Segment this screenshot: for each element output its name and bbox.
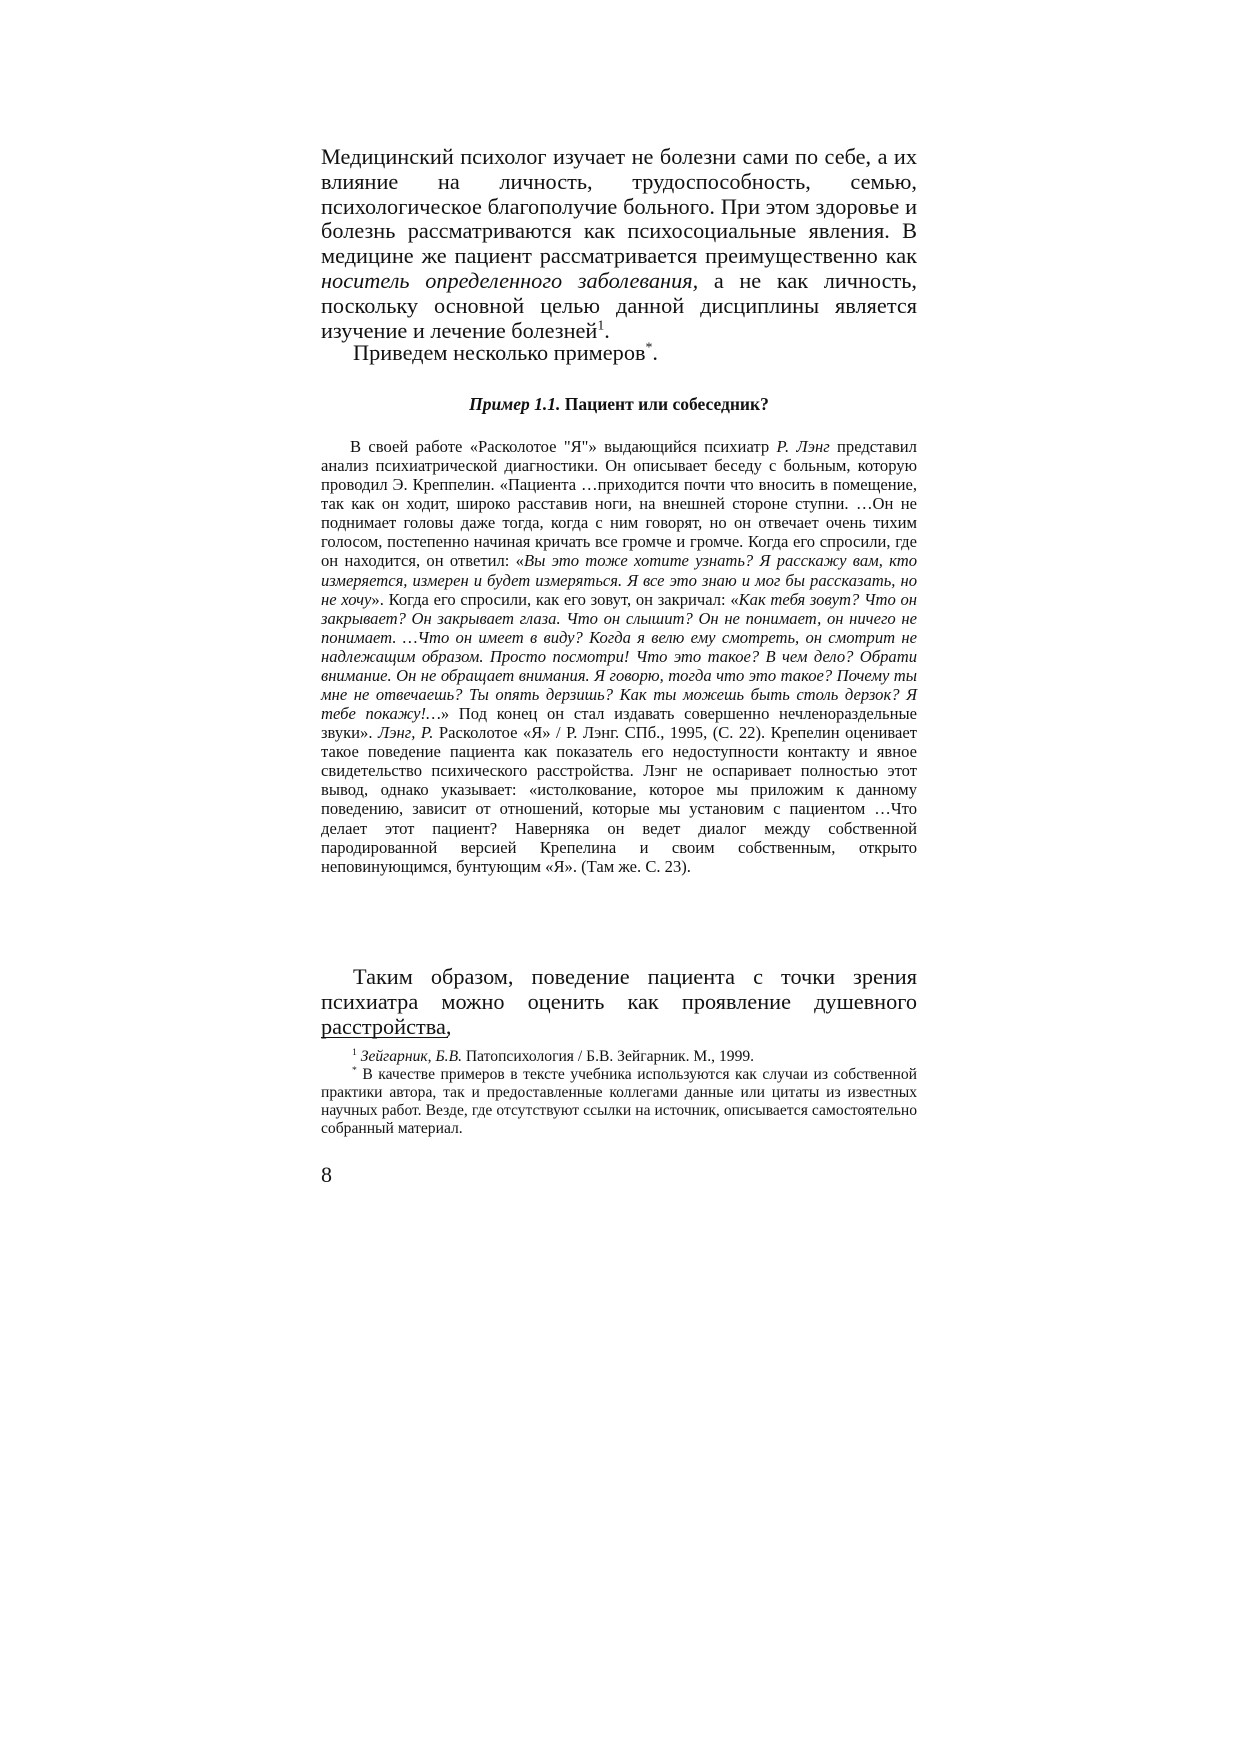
examples-intro-text: Приведем несколько примеров	[353, 340, 646, 365]
example-quote: Как тебя зовут? Что он закрывает? Он закрывает глаза. Что он слышит? Он не понимает, он ничего не понимает. …Что он имеет в виду? Когда я велю ему смотреть, он смотрит не надлежащим образом. Просто посмотри! Что это такое? В чем дело? Обрати внимание. Он не обращает внимания. Я говорю, тогда что это такое? Почему ты мне не отвечаешь? Ты опять дерзишь? Как ты можешь быть столь дерзок? Я тебе покажу!…	[321, 589, 917, 724]
example-author: Лэнг, Р.	[377, 723, 434, 743]
examples-intro-line	[353, 341, 917, 366]
footnote-ref-1[interactable]: 1	[597, 317, 605, 333]
footnote-divider	[321, 1037, 448, 1038]
example-quote: Вы это тоже хотите узнать? Я расскажу вам, кто измеряется, измерен и будет измеряться. Я все это знаю и мог бы рассказать, но не хочу	[321, 551, 918, 609]
footnote-marker: 1	[352, 1046, 357, 1058]
conclusion-paragraph: Таким образом, поведение пациента с точки зрения психиатра можно оценить как проявление душевного расстройства,	[321, 964, 917, 1039]
footnote-marker: *	[352, 1064, 357, 1076]
intro-text-part: .	[604, 317, 610, 343]
footnote-author: Зейгарник, Б.В.	[360, 1048, 462, 1065]
intro-text-part: Медицинский психолог изучает не болезни сами по себе, а их влияние на личность, трудоспособность, семью, психологическое благополучие больного. При этом здоровье и болезнь рассматриваются как психосоциальные явления. В медицине же пациент рассматривается преимущественно как	[321, 144, 917, 269]
example-heading	[321, 393, 917, 415]
footnote-1	[321, 1048, 917, 1066]
footnote-text: В качестве примеров в тексте учебника используются как случаи из собственной практики автора, так и предоставленные коллегами данные или цитаты из известных научных работ. Везде, где отсутствуют ссылки на источник, описывается самостоятельно собранный материал.	[321, 1066, 917, 1137]
example-text-part: представил анализ психиатрической диагностики. Он описывает беседу с больным, которую проводил Э. Креппелин. «Пациента …приходится почти что вносить в помещение, так как он ходит, широко расставив ноги, на внешней стороне ступни. …Он не поднимает головы даже тогда, когда с ним говорят, но он отвечает очень тихим голосом, постепенно начиная кричать все громче и громче. Когда его спросили, где он находится, он ответил: «	[321, 437, 917, 571]
intro-italic-term: носитель определенного заболевания,	[321, 267, 699, 293]
intro-text-part: а не как личность, поскольку основной целью данной дисциплины является изучение и лечение болезней	[321, 267, 917, 343]
example-text-part: Расколотое «Я» / Р. Лэнг. СПб., 1995, (С. 22). Крепелин оценивает такое поведение пациента как показатель его недоступности контакту и явное свидетельство психического расстройства. Лэнг не оспаривает полностью этот вывод, однако указывает: «истолкование, которое мы приложим к данному поведению, зависит от отношений, которые мы установим с пациентом …Что делает этот пациент? Наверняка он ведет диалог между собственной пародированной версией Крепелина и своим собственным, открыто неповинующимся, бунтующим «Я». (Там же. С. 23).	[321, 723, 917, 876]
example-text	[321, 437, 917, 876]
footnote-2	[321, 1066, 917, 1138]
example-label: Пример 1.1.	[469, 394, 561, 414]
footnote-ref-star[interactable]: *	[645, 339, 653, 355]
page-number: 8	[321, 1162, 332, 1187]
example-title: Пациент или собеседник?	[560, 394, 769, 414]
example-author: Р. Лэнг	[776, 437, 830, 456]
example-text-part: В своей работе «Расколотое "Я"» выдающийся психиатр	[350, 437, 777, 456]
footnote-text: Патопсихология / Б.В. Зейгарник. М., 1999.	[462, 1048, 755, 1065]
intro-paragraph	[321, 145, 917, 343]
example-text-part: » Под конец он стал издавать совершенно нечленораздельные звуки».	[321, 704, 917, 743]
example-text-part: ». Когда его спросили, как его зовут, он закричал: «	[371, 589, 739, 609]
examples-intro-end: .	[652, 340, 658, 365]
